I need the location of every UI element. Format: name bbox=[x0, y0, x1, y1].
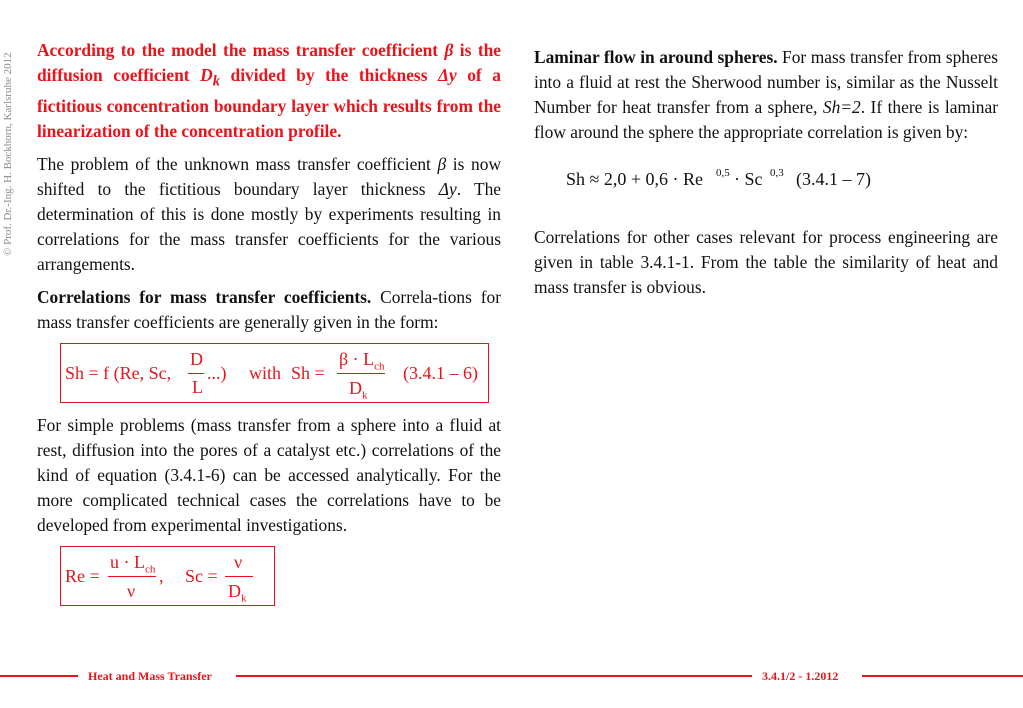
simple-problems-paragraph: For simple problems (mass transfer from a sphere into a fluid at rest, diffusion into the pores of a catalyst etc.) correlations of the kind of equation (3.4.1-6) can be accessed analytically. For the more complicated technical cases the correlations have to be developed from experimental investigations. bbox=[37, 415, 501, 536]
other-cases-paragraph: Correlations for other cases relevant for process engineering are given in table 3.4.1-1. From the table the similarity of heat and mass transfer is obvious. bbox=[534, 227, 998, 297]
watermark-text: © Prof. Dr.-Ing. H. Bockhorn, Karlsruhe 2012 bbox=[2, 52, 14, 256]
laminar-flow-paragraph: Laminar flow in around spheres. For mass transfer from spheres into a fluid at rest the Sherwood number is, similar as the Nusselt Number for heat transfer from a sphere, Sh=2. If there is laminar flow around the sphere the appropriate correlation is given by: bbox=[534, 47, 998, 142]
footer-rule-right bbox=[862, 675, 1023, 677]
copyright-watermark bbox=[2, 6, 16, 256]
footer-rule-left bbox=[0, 675, 78, 677]
definition-paragraph: According to the model the mass transfer coefficient β is the diffusion coefficient $D_k$ divided by the thickness Δy of a fictitious concentration boundary layer which results from the linearization of the concentration profile. bbox=[37, 40, 501, 142]
footer-page-number: 3.4.1/2 - 1.2012 bbox=[762, 669, 839, 683]
equation-3-4-1-6: Sh = f (Re, Sc, D L ...) with Sh = $\beta \cdot L_{ch}$ $D_k$ (3.4.1 – 6) bbox=[60, 343, 489, 403]
problem-paragraph: The problem of the unknown mass transfer coefficient β is now shifted to the fictitious boundary layer thickness Δy. The determination of this is done mostly by experiments resulting in correlations for the mass transfer coefficients for the various arrangements. bbox=[37, 154, 502, 275]
correlations-paragraph: Correlations for mass transfer coefficients. Correla-tions for mass transfer coefficients are generally given in the form: bbox=[37, 287, 502, 333]
footer-rule-middle bbox=[236, 675, 752, 677]
right-column bbox=[534, 45, 998, 308]
equation-3-4-1-7: Sh ≈ 2,0 + 0,6 · Re 0,5 · Sc 0,3 (3.4.1 – 7) bbox=[566, 167, 871, 189]
footer-title: Heat and Mass Transfer bbox=[88, 669, 212, 683]
left-column bbox=[37, 38, 501, 606]
equation-re-sc: Re = $u \cdot L_{ch}$ ν , Sc = ν $D_k$ bbox=[60, 546, 275, 606]
